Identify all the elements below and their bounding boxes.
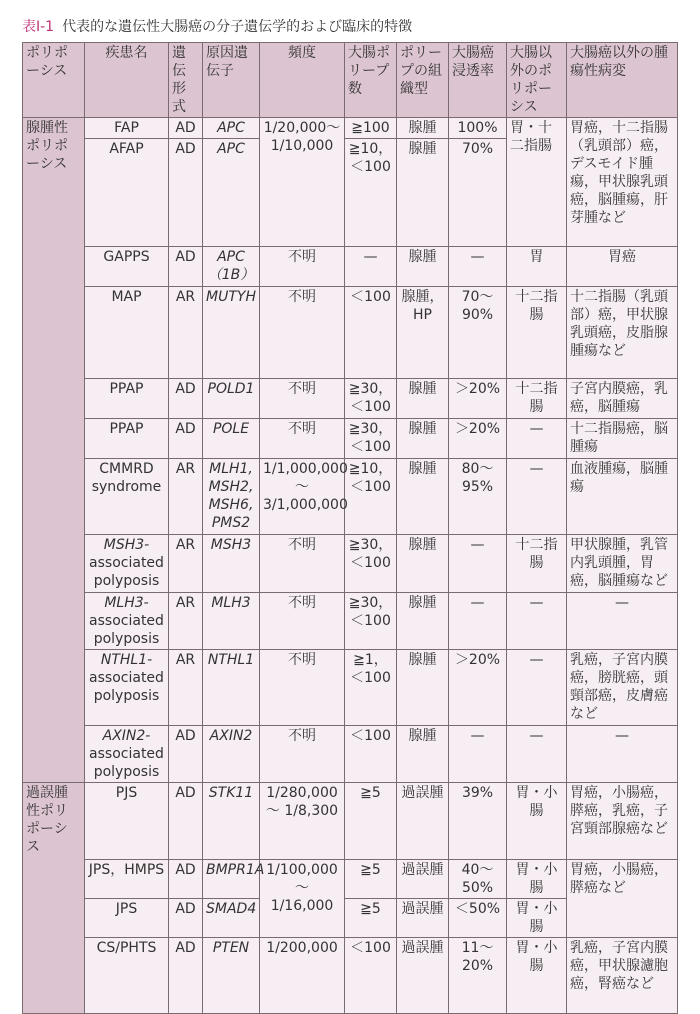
cell-penetrance: — xyxy=(449,726,507,783)
cell-other-tumors: 子宮内膜癌，乳癌，脳腫瘍 xyxy=(567,379,678,419)
disease-suffix: associated polyposis xyxy=(89,670,164,704)
cell-other-tumors: — xyxy=(567,593,678,650)
header-disease: 疾患名 xyxy=(85,43,169,118)
cell-other-polyposis: 胃 xyxy=(507,247,567,287)
cell-histology: 過誤腫 xyxy=(397,899,449,938)
cell-disease: AFAP xyxy=(85,139,169,247)
cell-gene: STK11 xyxy=(203,783,260,860)
cell-other-tumors: 十二指腸癌，脳腫瘍 xyxy=(567,419,678,459)
table-row xyxy=(23,726,678,783)
cell-frequency: 不明 xyxy=(260,726,345,783)
cell-disease xyxy=(85,726,169,783)
disease-suffix: associated polyposis xyxy=(89,613,164,647)
cell-inheritance: AD xyxy=(169,118,203,139)
cell-histology: 腺腫 xyxy=(397,379,449,419)
cell-gene: MLH3 xyxy=(203,593,260,650)
cell-frequency: 1/100,000 〜 1/16,000 xyxy=(260,860,345,938)
cell-polyp-count: ≧1，＜100 xyxy=(345,650,397,726)
cell-other-polyposis: — xyxy=(507,419,567,459)
cell-other-tumors: 血液腫瘍，脳腫瘍 xyxy=(567,459,678,535)
cell-penetrance: — xyxy=(449,593,507,650)
cell-inheritance: AD xyxy=(169,938,203,1014)
cell-polyp-count: ≧100 xyxy=(345,118,397,139)
cell-polyp-count: ＜100 xyxy=(345,726,397,783)
cell-disease: PJS xyxy=(85,783,169,860)
cell-disease: GAPPS xyxy=(85,247,169,287)
cell-penetrance: 100% xyxy=(449,118,507,139)
cell-penetrance: ＞20% xyxy=(449,419,507,459)
cell-disease xyxy=(85,535,169,593)
cell-gene: MLH1, MSH2, MSH6, PMS2 xyxy=(203,459,260,535)
cell-polyp-count: ≧30，＜100 xyxy=(345,535,397,593)
cell-other-polyposis: 十二指腸 xyxy=(507,379,567,419)
cell-frequency: 不明 xyxy=(260,379,345,419)
table-row xyxy=(23,379,678,419)
header-other-polyposis: 大腸以外のポリポーシス xyxy=(507,43,567,118)
cell-histology: 腺腫 xyxy=(397,247,449,287)
cell-polyp-count: ≧30，＜100 xyxy=(345,593,397,650)
cell-other-polyposis: 十二指腸 xyxy=(507,287,567,379)
disease-gene-prefix: MSH3- xyxy=(103,537,150,553)
header-row xyxy=(23,43,678,118)
cell-gene: APC（1B） xyxy=(203,247,260,287)
cell-other-tumors: 乳癌，子宮内膜癌，膀胱癌，頭頸部癌，皮膚癌など xyxy=(567,650,678,726)
cell-histology: 腺腫，HP xyxy=(397,287,449,379)
cell-penetrance: 70〜90% xyxy=(449,287,507,379)
table-row xyxy=(23,860,678,899)
cell-gene: MUTYH xyxy=(203,287,260,379)
cell-penetrance: 40〜50% xyxy=(449,860,507,899)
cell-histology: 腺腫 xyxy=(397,726,449,783)
cell-disease xyxy=(85,650,169,726)
disease-gene-prefix: MLH3- xyxy=(104,595,149,611)
cell-inheritance: AD xyxy=(169,899,203,938)
cell-histology: 腺腫 xyxy=(397,650,449,726)
cell-disease xyxy=(85,593,169,650)
cell-penetrance: ＜50% xyxy=(449,899,507,938)
cell-gene: AXIN2 xyxy=(203,726,260,783)
cell-disease: JPS，HMPS xyxy=(85,860,169,899)
cell-gene: SMAD4 xyxy=(203,899,260,938)
table-row xyxy=(23,287,678,379)
hereditary-crc-table xyxy=(22,42,678,1014)
cell-gene: PTEN xyxy=(203,938,260,1014)
cell-penetrance: 11〜20% xyxy=(449,938,507,1014)
cell-histology: 過誤腫 xyxy=(397,860,449,899)
cell-penetrance: ＞20% xyxy=(449,650,507,726)
cell-penetrance: 39% xyxy=(449,783,507,860)
cell-penetrance: 80〜95% xyxy=(449,459,507,535)
cell-other-tumors: 乳癌，子宮内膜癌，甲状腺濾胞癌，腎癌など xyxy=(567,938,678,1014)
cell-disease: JPS xyxy=(85,899,169,938)
cell-disease: PPAP xyxy=(85,379,169,419)
cell-disease: CS/PHTS xyxy=(85,938,169,1014)
table-caption: 代表的な遺伝性大腸癌の分子遺伝学的および臨床的特徴 xyxy=(62,19,413,35)
cell-penetrance: — xyxy=(449,247,507,287)
cell-gene: MSH3 xyxy=(203,535,260,593)
cell-histology: 腺腫 xyxy=(397,535,449,593)
cell-polyp-count: — xyxy=(345,247,397,287)
cell-polyp-count: ＜100 xyxy=(345,287,397,379)
header-polyp-count: 大腸ポリープ数 xyxy=(345,43,397,118)
cell-histology: 腺腫 xyxy=(397,419,449,459)
header-other-tumors: 大腸癌以外の腫瘍性病変 xyxy=(567,43,678,118)
cell-penetrance: ＞20% xyxy=(449,379,507,419)
cell-inheritance: AR xyxy=(169,459,203,535)
cell-other-tumors: 十二指腸（乳頭部）癌，甲状腺乳頭癌，皮脂腺腫瘍など xyxy=(567,287,678,379)
cell-histology: 過誤腫 xyxy=(397,938,449,1014)
cell-frequency: 不明 xyxy=(260,419,345,459)
cell-polyp-count: ≧10，＜100 xyxy=(345,459,397,535)
cell-inheritance: AD xyxy=(169,247,203,287)
cell-other-polyposis: 胃・小腸 xyxy=(507,938,567,1014)
cell-other-polyposis: — xyxy=(507,726,567,783)
cell-disease: PPAP xyxy=(85,419,169,459)
cell-other-polyposis: 胃・小腸 xyxy=(507,783,567,860)
cell-frequency: 不明 xyxy=(260,650,345,726)
cell-other-tumors: 胃癌，小腸癌，膵癌など xyxy=(567,860,678,938)
cell-histology: 過誤腫 xyxy=(397,783,449,860)
category-hamartomatous: 過誤腫性ポリポーシス xyxy=(23,783,85,1014)
cell-inheritance: AR xyxy=(169,650,203,726)
cell-gene: NTHL1 xyxy=(203,650,260,726)
cell-gene: APC xyxy=(203,139,260,247)
cell-gene: BMPR1A xyxy=(203,860,260,899)
cell-other-tumors: 甲状腺腫，乳管内乳頭腫，胃癌，脳腫瘍など xyxy=(567,535,678,593)
header-category: ポリポーシス xyxy=(23,43,85,118)
header-histology: ポリープの組織型 xyxy=(397,43,449,118)
header-frequency: 頻度 xyxy=(260,43,345,118)
table-row xyxy=(23,938,678,1014)
cell-histology: 腺腫 xyxy=(397,459,449,535)
cell-gene: APC xyxy=(203,118,260,139)
cell-polyp-count: ≧10，＜100 xyxy=(345,139,397,247)
cell-frequency: 不明 xyxy=(260,247,345,287)
cell-polyp-count: ＜100 xyxy=(345,938,397,1014)
cell-gene: POLE xyxy=(203,419,260,459)
cell-inheritance: AR xyxy=(169,593,203,650)
cell-inheritance: AD xyxy=(169,860,203,899)
cell-frequency: 不明 xyxy=(260,535,345,593)
cell-inheritance: AD xyxy=(169,783,203,860)
cell-other-polyposis: — xyxy=(507,650,567,726)
header-penetrance: 大腸癌浸透率 xyxy=(449,43,507,118)
cell-inheritance: AD xyxy=(169,419,203,459)
cell-other-polyposis: 胃・小腸 xyxy=(507,899,567,938)
cell-frequency: 不明 xyxy=(260,287,345,379)
cell-histology: 腺腫 xyxy=(397,593,449,650)
cell-other-tumors: 胃癌，十二指腸（乳頭部）癌，デスモイド腫瘍，甲状腺乳頭癌，脳腫瘍，肝芽腫など xyxy=(567,118,678,247)
table-row xyxy=(23,419,678,459)
cell-other-polyposis: 胃・小腸 xyxy=(507,860,567,899)
cell-inheritance: AD xyxy=(169,379,203,419)
cell-penetrance: 70% xyxy=(449,139,507,247)
cell-frequency: 1/1,000,000 〜 3/1,000,000 xyxy=(260,459,345,535)
table-number: 表Ⅰ-1 xyxy=(22,19,55,35)
table-row xyxy=(23,118,678,139)
cell-frequency: 不明 xyxy=(260,593,345,650)
cell-other-tumors: 胃癌，小腸癌，膵癌，乳癌，子宮頸部腺癌など xyxy=(567,783,678,860)
disease-suffix: associated polyposis xyxy=(89,555,164,589)
category-adenomatous: 腺腫性ポリポーシス xyxy=(23,118,85,783)
cell-polyp-count: ≧5 xyxy=(345,899,397,938)
cell-disease: FAP xyxy=(85,118,169,139)
cell-inheritance: AR xyxy=(169,535,203,593)
cell-other-polyposis: — xyxy=(507,459,567,535)
header-inheritance: 遺伝形式 xyxy=(169,43,203,118)
cell-inheritance: AR xyxy=(169,287,203,379)
cell-histology: 腺腫 xyxy=(397,139,449,247)
table-row xyxy=(23,247,678,287)
cell-polyp-count: ≧5 xyxy=(345,860,397,899)
cell-disease: MAP xyxy=(85,287,169,379)
disease-suffix: associated polyposis xyxy=(89,746,164,780)
cell-frequency: 1/20,000〜1/10,000 xyxy=(260,118,345,247)
table-row xyxy=(23,535,678,593)
cell-other-tumors: — xyxy=(567,726,678,783)
cell-penetrance: — xyxy=(449,535,507,593)
table-row xyxy=(23,593,678,650)
disease-gene-prefix: AXIN2- xyxy=(102,728,151,744)
cell-histology: 腺腫 xyxy=(397,118,449,139)
cell-polyp-count: ≧30，＜100 xyxy=(345,379,397,419)
table-row xyxy=(23,459,678,535)
cell-gene: POLD1 xyxy=(203,379,260,419)
cell-inheritance: AD xyxy=(169,139,203,247)
cell-other-polyposis: 十二指腸 xyxy=(507,535,567,593)
cell-disease: CMMRD syndrome xyxy=(85,459,169,535)
cell-inheritance: AD xyxy=(169,726,203,783)
table-row xyxy=(23,650,678,726)
cell-other-polyposis: — xyxy=(507,593,567,650)
cell-other-polyposis: 胃・十二指腸 xyxy=(507,118,567,247)
cell-polyp-count: ≧5 xyxy=(345,783,397,860)
cell-frequency: 1/280,000 〜 1/8,300 xyxy=(260,783,345,860)
cell-frequency: 1/200,000 xyxy=(260,938,345,1014)
header-gene: 原因遺伝子 xyxy=(203,43,260,118)
table-row xyxy=(23,783,678,860)
cell-polyp-count: ≧30，＜100 xyxy=(345,419,397,459)
cell-other-tumors: 胃癌 xyxy=(567,247,678,287)
disease-gene-prefix: NTHL1- xyxy=(100,652,153,668)
table-title xyxy=(22,16,412,36)
